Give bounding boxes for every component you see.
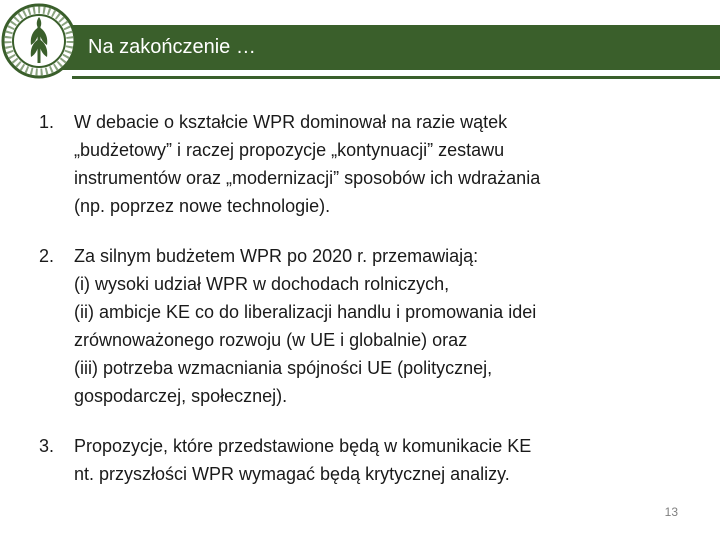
list-item-text: Propozycje, które przedstawione będą w komunikacie KE bbox=[74, 436, 532, 456]
list-item-text: (np. poprzez nowe technologie). bbox=[74, 196, 331, 216]
list-item-number: 3. bbox=[39, 436, 55, 456]
list-item-text: Za silnym budżetem WPR po 2020 r. przemawiają: bbox=[74, 246, 479, 266]
conclusion-list bbox=[30, 108, 690, 510]
list-item-text: (ii) ambicje KE co do liberalizacji handlu i promowania idei bbox=[74, 302, 537, 322]
list-item-number: 1. bbox=[39, 112, 55, 132]
list-item-text: (i) wysoki udział WPR w dochodach rolniczych, bbox=[74, 274, 450, 294]
list-item bbox=[30, 242, 690, 410]
title-underline bbox=[72, 76, 720, 79]
university-seal-wheat-icon bbox=[1, 3, 77, 79]
list-item-text: W debacie o kształcie WPR dominował na razie wątek bbox=[74, 112, 508, 132]
list-item-text: nt. przyszłości WPR wymagać będą krytycznej analizy. bbox=[74, 464, 510, 484]
list-item bbox=[30, 432, 690, 488]
slide-title: Na zakończenie … bbox=[88, 36, 256, 58]
list-item-text: gospodarczej, społecznej). bbox=[74, 386, 288, 406]
list-item bbox=[30, 108, 690, 220]
list-item-number: 2. bbox=[39, 246, 55, 266]
list-item-text: instrumentów oraz „modernizacji” sposobów ich wdrażania bbox=[74, 168, 541, 188]
list-item-text: „budżetowy” i raczej propozycje „kontynuacji” zestawu bbox=[74, 140, 505, 160]
page-number: 13 bbox=[664, 505, 678, 519]
list-item-text: zrównoważonego rozwoju (w UE i globalnie) oraz bbox=[74, 330, 468, 350]
list-item-text: (iii) potrzeba wzmacniania spójności UE (politycznej, bbox=[74, 358, 493, 378]
